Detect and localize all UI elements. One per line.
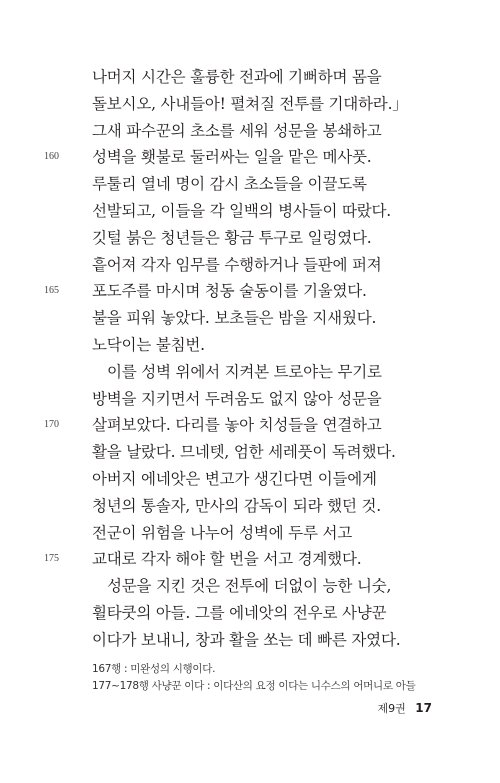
verse-line: 흩어져 각자 임무를 수행하거나 들판에 퍼져 <box>92 256 382 274</box>
verse-line: 살펴보았다. 다리를 놓아 치성들을 연결하고 <box>92 416 382 434</box>
book-label: 제9권 <box>377 702 406 715</box>
verse-line: 청년의 통솔자, 만사의 감독이 되라 했던 것. <box>92 497 381 515</box>
verse-line: 불을 피워 놓았다. 보초들은 밤을 지새웠다. <box>92 309 377 327</box>
verse-line: 성벽을 횃불로 둘러싸는 일을 맡은 메사풋. <box>92 148 372 166</box>
verse-line: 이다가 보내니, 창과 활을 쏘는 데 빠른 자였다. <box>92 631 401 649</box>
verse-line: 이를 성벽 위에서 지켜본 트로야는 무기로 <box>107 363 382 381</box>
page-number: 17 <box>415 701 432 715</box>
footnote: 177~178행 사냥꾼 이다 : 이다산의 요정 이다는 니수스의 어머니로 아들 <box>92 680 416 692</box>
page-footer <box>378 700 432 717</box>
verse-line: 루툴리 열네 명이 감시 초소들을 이끌도록 <box>92 175 367 193</box>
verse-line: 전군이 위험을 나누어 성벽에 두루 서고 <box>92 524 353 542</box>
verse-line: 휠타쿳의 아들. 그를 에네앗의 전우로 사냥꾼 <box>92 604 387 622</box>
footnote: 167행 : 미완성의 시행이다. <box>92 663 216 675</box>
verse-line: 아버지 에네앗은 변고가 생긴다면 이들에게 <box>92 470 377 488</box>
verse-line: 포도주를 마시며 청동 술동이를 기울였다. <box>92 282 367 300</box>
line-number: 160 <box>44 151 59 162</box>
verse-line: 나머지 시간은 훌륭한 전과에 기뻐하며 몸을 <box>92 68 382 86</box>
verse-line: 교대로 각자 해야 할 번을 서고 경계했다. <box>92 550 362 568</box>
verse-line: 방벽을 지키면서 두려움도 없지 않아 성문을 <box>92 390 382 408</box>
verse-line: 활을 날랐다. 므네텟, 엄한 세레풋이 독려했다. <box>92 443 396 461</box>
line-number: 165 <box>44 285 59 296</box>
line-number: 175 <box>44 553 59 564</box>
verse-line: 그새 파수꾼의 초소를 세워 성문을 봉쇄하고 <box>92 122 382 140</box>
verse-line: 노닥이는 불침번. <box>92 336 205 354</box>
verse-line: 깃털 붉은 청년들은 황금 투구로 일렁였다. <box>92 229 372 247</box>
verse-line: 성문을 지킨 것은 전투에 더없이 능한 니숫, <box>107 577 392 595</box>
verse-line: 돌보시오, 사내들아! 펼쳐질 전투를 기대하라.」 <box>92 95 408 113</box>
line-number: 170 <box>44 419 59 430</box>
verse-line: 선발되고, 이들을 각 일백의 병사들이 따랐다. <box>92 202 392 220</box>
